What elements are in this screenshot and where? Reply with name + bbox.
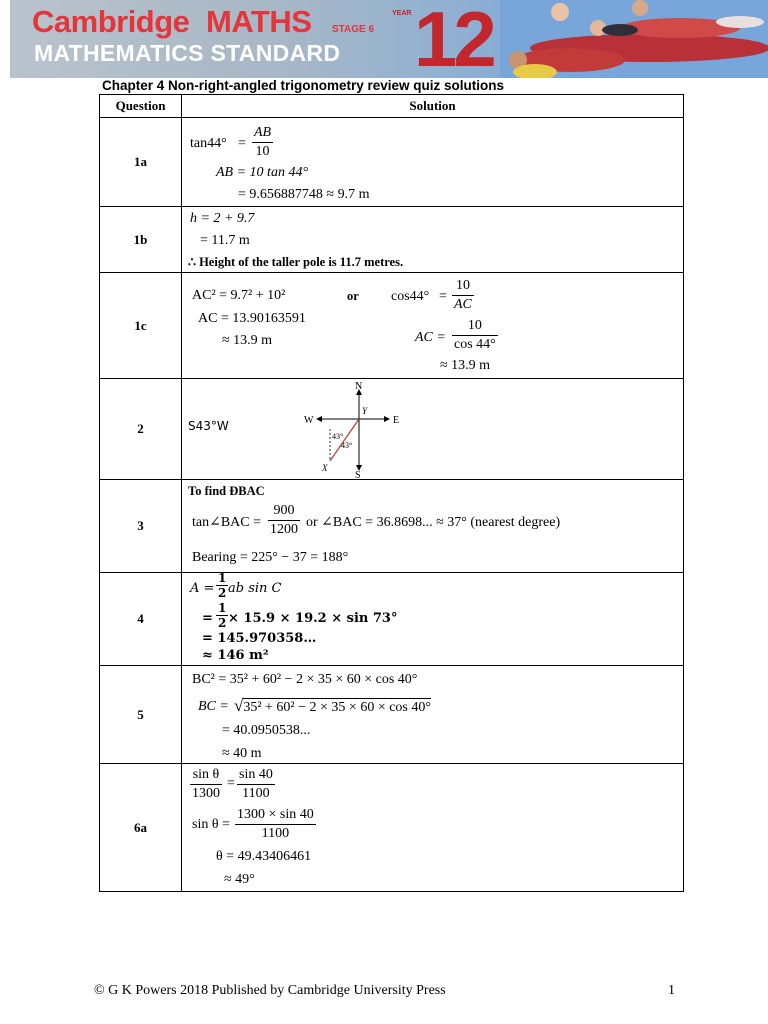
math-line: ≈ 13.9 m — [222, 333, 273, 348]
fraction-denominator: 1300 — [192, 786, 220, 801]
sqrt-radicand: 35² + 60² − 2 × 35 × 60 × cos 40° — [243, 700, 431, 715]
math-line: × 15.9 × 19.2 × sin 73° — [228, 611, 398, 626]
math-line: ≈ 13.9 m — [440, 358, 491, 373]
angle-label: 43° — [341, 441, 353, 450]
stage-label: STAGE 6 — [332, 24, 375, 35]
fraction-denominator: 2 — [218, 616, 227, 630]
conclusion-line: ∴ Height of the taller pole is 11.7 metres. — [188, 255, 404, 269]
question-number: 2 — [100, 379, 182, 480]
fraction-numerator: AB — [252, 124, 273, 143]
east-label: E — [393, 415, 400, 426]
math-line: AC² = 9.7² + 10² — [192, 288, 286, 303]
math-fraction — [452, 317, 498, 354]
sqrt-expression — [234, 696, 431, 716]
north-label: N — [355, 381, 363, 392]
header-banner — [10, 0, 768, 78]
math-fraction — [252, 124, 273, 161]
table-row — [100, 764, 684, 892]
fraction-denominator: 1200 — [270, 522, 298, 537]
math-line: AB = 10 tan 44° — [216, 165, 309, 180]
math-line: = — [439, 289, 447, 304]
math-line: BC = — [198, 699, 229, 714]
fraction-denominator: cos 44° — [454, 337, 496, 352]
solution-cell — [182, 118, 684, 207]
brand-maths: MATHS — [206, 4, 312, 39]
question-column-header: Question — [100, 95, 182, 118]
students-photo — [500, 0, 768, 78]
math-line: BC² = 35² + 60² − 2 × 35 × 60 × cos 40° — [192, 672, 418, 687]
fraction-numerator: 10 — [452, 317, 498, 336]
table-row — [100, 666, 684, 764]
math-fraction — [237, 766, 275, 803]
table-header-row — [100, 95, 684, 118]
math-fraction — [268, 502, 300, 539]
math-line: cos44° — [391, 289, 430, 304]
solutions-table — [99, 94, 684, 892]
point-x-label: X — [322, 463, 328, 473]
fraction-numerator: 10 — [452, 277, 474, 296]
question-number: 4 — [100, 573, 182, 666]
math-line: = — [238, 136, 246, 151]
question-number: 1b — [100, 207, 182, 273]
math-line: A = — [190, 581, 215, 596]
math-fraction — [452, 277, 474, 314]
fraction-denominator: AC — [454, 297, 472, 312]
solution-cell — [182, 764, 684, 892]
math-fraction — [190, 766, 222, 803]
fraction-denominator: 1100 — [242, 786, 270, 801]
fraction-denominator: 1100 — [261, 826, 290, 841]
math-line: ab sin C — [228, 581, 282, 596]
math-line: h = 2 + 9.7 — [190, 211, 255, 226]
math-line: tan44° — [190, 136, 227, 151]
question-number: 1a — [100, 118, 182, 207]
math-line: = — [227, 776, 235, 791]
fraction-numerator: 1 — [218, 601, 227, 615]
math-line: AC = — [415, 330, 446, 345]
math-line: ≈ 40 m — [222, 746, 262, 761]
table-row — [100, 207, 684, 273]
chapter-title: Chapter 4 Non-right-angled trigonometry review quiz solutions — [102, 78, 505, 93]
table-row — [100, 573, 684, 666]
math-line: = 145.970358… — [202, 631, 317, 646]
table-row — [100, 118, 684, 207]
math-fraction — [216, 601, 228, 630]
math-line: = 9.656887748 ≈ 9.7 m — [238, 187, 370, 202]
math-line: = 11.7 m — [200, 233, 250, 248]
math-line: ≈ 49° — [224, 872, 255, 887]
point-y-label: Y — [362, 406, 368, 416]
or-label: or — [347, 289, 359, 303]
table-row — [100, 480, 684, 573]
math-line: Bearing = 225° − 37 = 188° — [192, 550, 349, 565]
math-line: ≈ 146 m² — [202, 648, 269, 663]
angle-label: 43° — [332, 432, 344, 441]
bearing-diagram — [294, 381, 404, 479]
math-line: AC = 13.90163591 — [198, 311, 306, 326]
question-number: 6a — [100, 764, 182, 892]
solution-cell — [182, 666, 684, 764]
solution-cell — [182, 379, 684, 480]
fraction-denominator: 2 — [218, 586, 227, 600]
south-label: S — [355, 470, 361, 479]
question-number: 5 — [100, 666, 182, 764]
brand-cambridge: Cambridge — [32, 4, 190, 39]
course-title: MATHEMATICS STANDARD — [34, 40, 341, 66]
instruction-line: To find ÐBAC — [188, 484, 265, 498]
question-number: 3 — [100, 480, 182, 573]
table-row — [100, 379, 684, 480]
page-number: 1 — [668, 983, 675, 998]
west-label: W — [304, 415, 314, 426]
solution-cell — [182, 573, 684, 666]
year-number: 12 — [414, 0, 493, 78]
solution-cell — [182, 207, 684, 273]
copyright-footer: © G K Powers 2018 Published by Cambridge University Press — [94, 983, 446, 998]
year-label: YEAR — [392, 10, 412, 17]
table-row — [100, 273, 684, 379]
fraction-numerator: sin θ — [190, 766, 222, 785]
fraction-numerator: sin 40 — [237, 766, 275, 785]
solution-cell — [182, 480, 684, 573]
solution-cell — [182, 273, 684, 379]
fraction-numerator: 900 — [268, 502, 300, 521]
solution-column-header: Solution — [182, 95, 684, 118]
answer-text: S43°W — [188, 419, 229, 433]
sqrt-icon: √ — [234, 696, 244, 715]
math-line: = 40.0950538... — [222, 723, 311, 738]
fraction-numerator: 1 — [218, 571, 227, 585]
math-fraction — [216, 571, 228, 600]
math-line: or ∠BAC = 36.8698... ≈ 37° (nearest degree) — [306, 515, 561, 530]
math-line: θ = 49.43406461 — [216, 849, 312, 864]
fraction-denominator: 10 — [255, 144, 270, 159]
math-line: = — [202, 611, 213, 626]
math-fraction — [235, 806, 316, 843]
math-line: tan∠BAC = — [192, 515, 262, 530]
fraction-numerator: 1300 × sin 40 — [235, 806, 316, 825]
math-line: sin θ = — [192, 817, 230, 832]
question-number: 1c — [100, 273, 182, 379]
